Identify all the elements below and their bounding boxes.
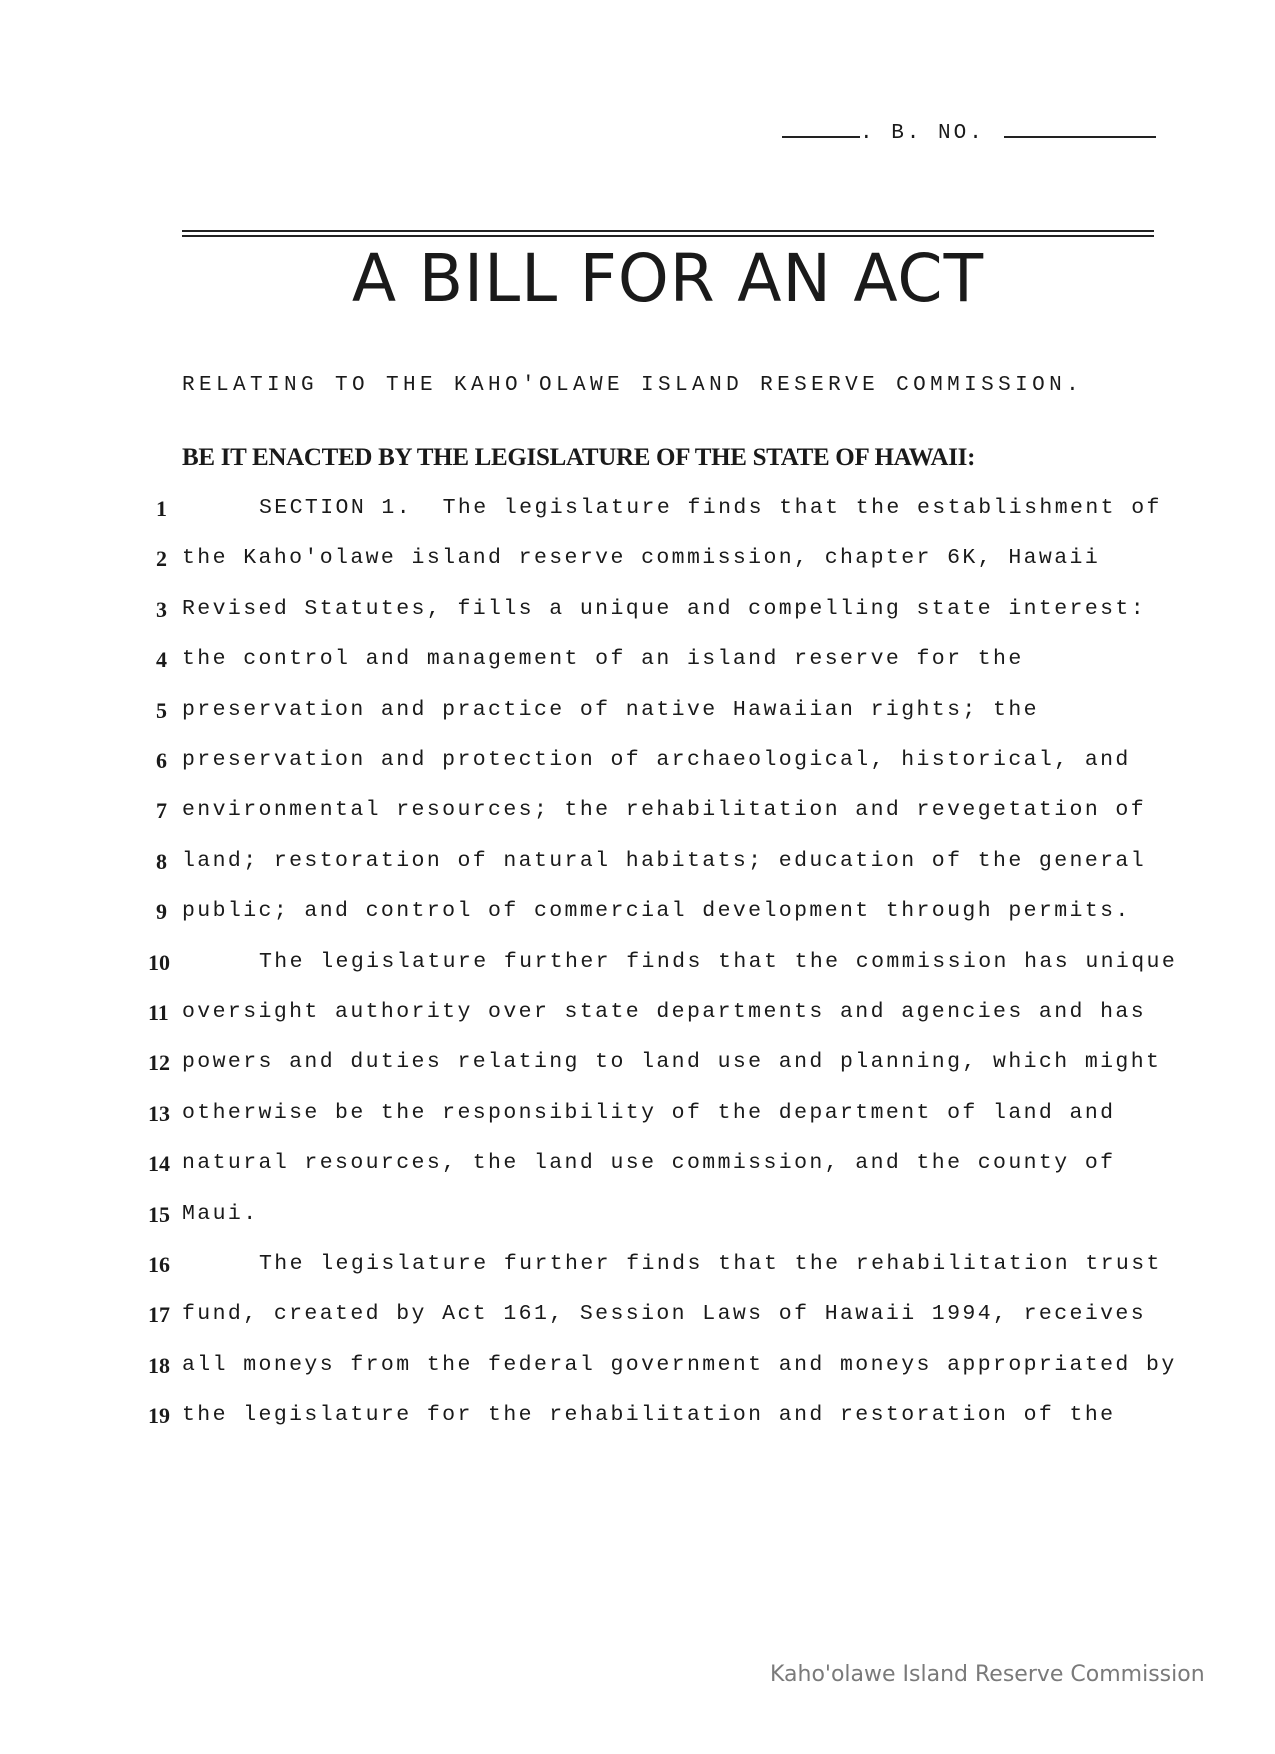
line-number: 16: [148, 1252, 170, 1277]
numbered-line: [0, 1050, 1275, 1100]
line-text: all moneys from the federal government and moneys appropriated by: [182, 1352, 1177, 1377]
line-number: 15: [148, 1201, 170, 1227]
line-number: 11: [148, 1000, 169, 1025]
line-text: SECTION 1. The legislature finds that the establishment of: [259, 496, 1162, 520]
divider-rule: [182, 230, 1154, 232]
relating-clause: RELATING TO THE KAHO'OLAWE ISLAND RESERVE COMMISSION.: [182, 374, 1084, 397]
line-number: 2: [156, 546, 167, 572]
line-number: 10: [148, 949, 170, 975]
line-text: environmental resources; the rehabilitation and revegetation of: [182, 798, 1147, 823]
line-text: The legislature further finds that the commission has unique: [259, 949, 1178, 974]
line-number: 18: [148, 1352, 170, 1378]
numbered-line: [0, 1302, 1275, 1352]
line-text: preservation and protection of archaeological, historical, and: [182, 748, 1131, 772]
line-number: 9: [156, 899, 167, 925]
line-text: The legislature further finds that the rehabilitation trust: [259, 1252, 1162, 1276]
bill-number-blank: [1004, 136, 1156, 138]
line-number: 7: [156, 798, 167, 824]
numbered-line: [0, 698, 1275, 748]
bill-number: [782, 122, 1156, 145]
numbered-line: [0, 496, 1275, 546]
line-number: 5: [156, 697, 167, 723]
line-number: 4: [156, 647, 167, 673]
numbered-line: [0, 1403, 1275, 1453]
line-text: the control and management of an island reserve for the: [182, 647, 1024, 672]
bill-number-label: . B. NO.: [860, 122, 985, 145]
numbered-line: [0, 597, 1275, 647]
numbered-line: [0, 1000, 1275, 1050]
line-number: 3: [156, 596, 167, 622]
line-text: preservation and practice of native Hawaiian rights; the: [182, 697, 1039, 722]
line-text: the Kaho'olawe island reserve commission, chapter 6K, Hawaii: [182, 546, 1101, 571]
line-number: 14: [148, 1151, 170, 1177]
enacting-clause: BE IT ENACTED BY THE LEGISLATURE OF THE STATE OF HAWAII:: [182, 444, 976, 471]
line-number: 6: [156, 748, 167, 773]
numbered-line: [0, 1202, 1275, 1252]
line-number: 12: [148, 1050, 170, 1076]
line-text: public; and control of commercial development through permits.: [182, 899, 1131, 924]
line-text: powers and duties relating to land use and planning, which might: [182, 1050, 1162, 1075]
line-number: 19: [148, 1403, 170, 1429]
line-text: otherwise be the responsibility of the department of land and: [182, 1100, 1116, 1125]
line-number: 1: [156, 496, 167, 521]
numbered-line: [0, 1252, 1275, 1302]
footer-watermark: Kaho'olawe Island Reserve Commission: [770, 1662, 1205, 1687]
line-text: natural resources, the land use commission, and the county of: [182, 1151, 1116, 1176]
line-number: 8: [156, 848, 167, 874]
numbered-line: [0, 950, 1275, 1000]
line-text: Revised Statutes, fills a unique and compelling state interest:: [182, 596, 1147, 621]
line-text: the legislature for the rehabilitation and restoration of the: [182, 1403, 1116, 1428]
numbered-line: [0, 647, 1275, 697]
numbered-line: [0, 798, 1275, 848]
numbered-line: [0, 1353, 1275, 1403]
line-number: 13: [148, 1100, 170, 1126]
divider-rule: [182, 235, 1154, 237]
numbered-line: [0, 546, 1275, 596]
line-text: Maui.: [182, 1201, 259, 1226]
bill-type-blank: [782, 136, 860, 138]
page-title: A BILL FOR AN ACT: [351, 240, 985, 317]
numbered-line: [0, 748, 1275, 798]
line-text: land; restoration of natural habitats; education of the general: [182, 848, 1147, 873]
numbered-line: [0, 1101, 1275, 1151]
numbered-line: [0, 849, 1275, 899]
line-text: oversight authority over state departments and agencies and has: [182, 1000, 1147, 1024]
line-number: 17: [148, 1302, 170, 1328]
numbered-line: [0, 1151, 1275, 1201]
line-text: fund, created by Act 161, Session Laws of Hawaii 1994, receives: [182, 1302, 1147, 1327]
numbered-line: [0, 899, 1275, 949]
